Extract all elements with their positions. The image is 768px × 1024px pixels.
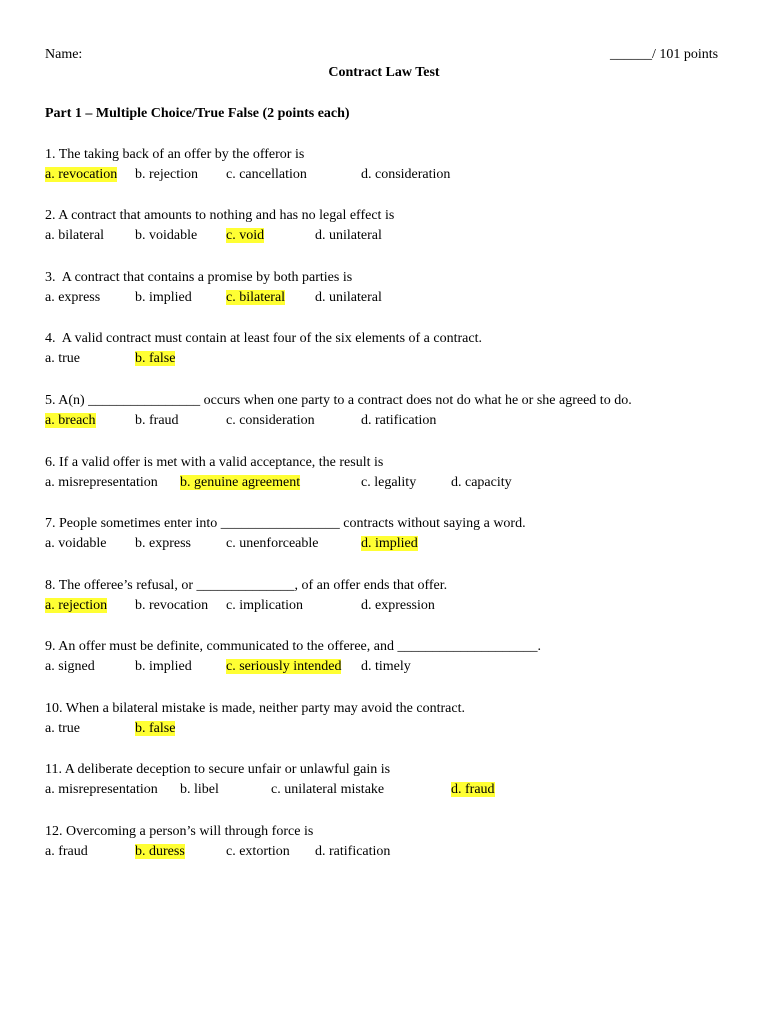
answer-option-text: d. ratification — [315, 844, 391, 859]
answer-option — [226, 166, 307, 184]
answer-option-text: c. unenforceable — [226, 536, 319, 551]
question-prompt: 10. When a bilateral mistake is made, neither party may avoid the contract. — [45, 701, 465, 716]
answer-option — [45, 720, 80, 738]
answer-option — [135, 535, 191, 553]
answer-option-text: d. consideration — [361, 167, 451, 182]
answer-option — [361, 166, 450, 184]
question-prompt: 7. People sometimes enter into _________________ contracts without saying a word. — [45, 516, 526, 531]
answer-option-highlighted — [180, 474, 300, 492]
answer-option — [226, 412, 315, 430]
answer-option — [45, 474, 158, 492]
answer-option — [180, 781, 219, 799]
question-prompt: 5. A(n) ________________ occurs when one party to a contract does not do what he or she agreed to do. — [45, 393, 632, 408]
answer-option-text: a. express — [45, 290, 101, 305]
answer-option — [135, 289, 192, 307]
answer-option-text: c. cancellation — [226, 167, 307, 182]
question-prompt: 6. If a valid offer is met with a valid acceptance, the result is — [45, 455, 384, 470]
answer-option-text: d. unilateral — [315, 228, 382, 243]
answer-option-text: b. false — [135, 721, 176, 736]
answer-option-text: a. rejection — [45, 598, 108, 613]
answer-option-text: c. consideration — [226, 413, 315, 428]
answer-option — [45, 227, 104, 245]
answer-option — [315, 289, 382, 307]
answer-option-text: b. implied — [135, 659, 192, 674]
answer-option-text: a. signed — [45, 659, 95, 674]
answer-option-text: d. expression — [361, 598, 435, 613]
answer-option — [135, 658, 192, 676]
answer-option — [135, 227, 197, 245]
answer-option-text: a. true — [45, 721, 80, 736]
answer-option-highlighted — [135, 843, 185, 861]
answer-option-text: a. misrepresentation — [45, 475, 158, 490]
answer-option-text: c. seriously intended — [226, 659, 342, 674]
answer-option — [226, 843, 290, 861]
answer-option — [315, 843, 390, 861]
answer-option-text: b. libel — [180, 782, 219, 797]
answer-option — [45, 289, 100, 307]
answer-option-text: a. misrepresentation — [45, 782, 158, 797]
answer-option-highlighted — [451, 781, 495, 799]
question-prompt: 8. The offeree’s refusal, or ______________, of an offer ends that offer. — [45, 578, 448, 593]
answer-option-text: d. timely — [361, 659, 411, 674]
answer-option-text: c. extortion — [226, 844, 290, 859]
answer-option-text: a. true — [45, 351, 80, 366]
answer-option-text: d. ratification — [361, 413, 437, 428]
answer-option-text: d. fraud — [451, 782, 495, 797]
answer-option-text: b. rejection — [135, 167, 198, 182]
question-prompt: 3. A contract that contains a promise by both parties is — [45, 270, 353, 285]
answer-option-text: b. duress — [135, 844, 185, 859]
answer-option-text: d. unilateral — [315, 290, 382, 305]
answer-option-highlighted — [45, 412, 96, 430]
answer-option-text: b. fraud — [135, 413, 179, 428]
answer-option-text: c. legality — [361, 475, 417, 490]
answer-option-text: d. capacity — [451, 475, 512, 490]
answer-option-text: b. implied — [135, 290, 192, 305]
answer-option-highlighted — [226, 289, 285, 307]
answer-option — [361, 597, 435, 615]
answer-option — [45, 535, 106, 553]
answer-option-text: d. implied — [361, 536, 418, 551]
answer-option — [226, 535, 319, 553]
answer-option-text: a. fraud — [45, 844, 88, 859]
answer-option-highlighted — [135, 350, 175, 368]
answer-option-highlighted — [226, 227, 264, 245]
answer-option — [361, 658, 411, 676]
answer-option-highlighted — [226, 658, 341, 676]
name-label: Name: — [45, 47, 83, 62]
answer-option-text: c. unilateral mistake — [271, 782, 385, 797]
answer-option-text: b. voidable — [135, 228, 198, 243]
answer-option-highlighted — [45, 166, 117, 184]
answer-option-highlighted — [361, 535, 418, 553]
answer-option-text: a. revocation — [45, 167, 118, 182]
answer-option — [361, 474, 416, 492]
answer-option — [45, 350, 80, 368]
answer-option — [451, 474, 512, 492]
answer-option-highlighted — [45, 597, 107, 615]
question-prompt: 9. An offer must be definite, communicated to the offeree, and ____________________. — [45, 639, 541, 654]
answer-option-text: a. voidable — [45, 536, 107, 551]
answer-option — [135, 166, 198, 184]
answer-option — [361, 412, 436, 430]
answer-option-text: a. bilateral — [45, 228, 105, 243]
answer-option — [135, 412, 179, 430]
answer-option-text: a. breach — [45, 413, 96, 428]
answer-option — [135, 597, 208, 615]
answer-option — [271, 781, 384, 799]
answer-option — [226, 597, 303, 615]
answer-option-text: b. express — [135, 536, 191, 551]
answer-option — [45, 781, 158, 799]
answer-option-text: c. void — [226, 228, 265, 243]
question-prompt: 4. A valid contract must contain at least four of the six elements of a contract. — [45, 331, 482, 346]
answer-option-highlighted — [135, 720, 175, 738]
answer-option-text: b. false — [135, 351, 176, 366]
answer-option-text: c. bilateral — [226, 290, 286, 305]
question-prompt: 2. A contract that amounts to nothing and has no legal effect is — [45, 208, 395, 223]
answer-option-text: c. implication — [226, 598, 303, 613]
answer-option — [45, 658, 95, 676]
question-prompt: 12. Overcoming a person’s will through force is — [45, 824, 314, 839]
page-title: Contract Law Test — [328, 65, 440, 80]
answer-option-text: b. revocation — [135, 598, 209, 613]
answer-option — [45, 843, 88, 861]
answer-option — [315, 227, 382, 245]
question-prompt: 1. The taking back of an offer by the offeror is — [45, 147, 305, 162]
question-prompt: 11. A deliberate deception to secure unfair or unlawful gain is — [45, 762, 391, 777]
answer-option-text: b. genuine agreement — [180, 475, 301, 490]
points-label: ______/ 101 points — [610, 47, 719, 62]
part-heading: Part 1 – Multiple Choice/True False (2 points each) — [45, 106, 350, 121]
